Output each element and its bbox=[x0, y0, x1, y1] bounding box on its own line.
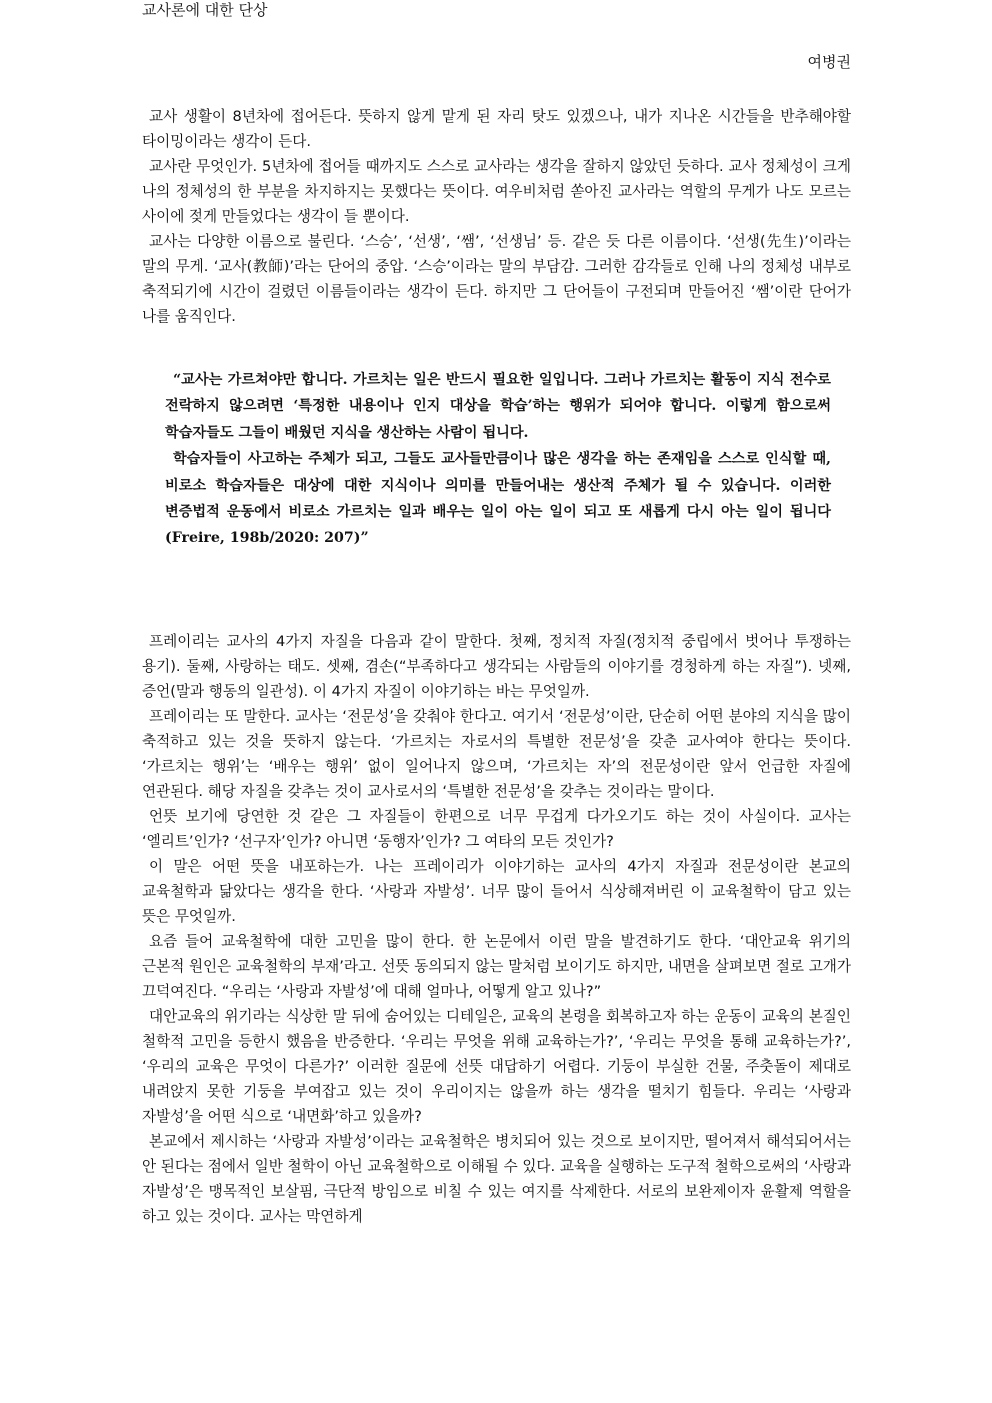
document-title: 교사론에 대한 단상 bbox=[142, 1, 268, 19]
paragraph: 교사 생활이 8년차에 접어든다. 뜻하지 않게 맡게 된 자리 탓도 있겠으나, 내가 지나온 시간들을 반추해야할 타이밍이라는 생각이 든다. bbox=[142, 108, 852, 150]
paragraph: 대안교육의 위기라는 식상한 말 뒤에 숨어있는 디테일은, 교육의 본령을 회복하고자 하는 운동이 교육의 본질인 철학적 고민을 등한시 했음을 반증한다. ‘우리는 무엇을 위해 교육하는가?’, ‘우리는 무엇을 통해 교육하는가?’, ‘우리의 교육은 무엇이 다른가?’ 이러한 질문에 선뜻 대답하기 어렵다. 기둥이 부실한 건물, 주춧돌이 제대로 내려앉지 못한 기둥을 부여잡고 있는 것이 우리이지는 않을까 하는 생각을 떨치기 힘들다. 우리는 ‘사랑과 자발성’을 어떤 식으로 ‘내면화’하고 있을까? bbox=[142, 1008, 851, 1125]
quote-paragraph: “교사는 가르쳐야만 합니다. 가르치는 일은 반드시 필요한 일입니다. 그러나 가르치는 활동이 지식 전수로 전락하지 않으려면 ‘특정한 내용이나 인지 대상을 학습’하는 행위가 되어야 합니다. 이렇게 함으로써 학습자들도 그들이 배웠던 지식을 생산하는 사람이 됩니다. bbox=[165, 372, 831, 441]
paragraph: 프레이리는 또 말한다. 교사는 ‘전문성’을 갖춰야 한다고. 여기서 ‘전문성’이란, 단순히 어떤 분야의 지식을 많이 축적하고 있는 것을 뜻하지 않는다. ‘가르치는 자로서의 특별한 전문성’을 갖춘 교사여야 한다는 뜻이다. ‘가르치는 행위’는 ‘배우는 행위’ 없이 일어나지 않으며, ‘가르치는 자’의 전문성이란 앞서 언급한 자질에 연관된다. 해당 자질을 갖추는 것이 교사로서의 ‘특별한 전문성’을 갖추는 것이라는 말이다. bbox=[142, 708, 851, 800]
paragraph: 교사란 무엇인가. 5년차에 접어들 때까지도 스스로 교사라는 생각을 잘하지 않았던 듯하다. 교사 정체성이 크게 나의 정체성의 한 부분을 차지하지는 못했다는 뜻이다. 여우비처럼 쏟아진 교사라는 역할의 무게가 나도 모르는 사이에 젖게 만들었다는 생각이 들 뿐이다. bbox=[142, 158, 851, 225]
paragraph: 본교에서 제시하는 ‘사랑과 자발성’이라는 교육철학은 병치되어 있는 것으로 보이지만, 떨어져서 해석되어서는 안 된다는 점에서 일반 철학이 아닌 교육철학으로 이해될 수 있다. 교육을 실행하는 도구적 철학으로써의 ‘사랑과 자발성’은 맹목적인 보살핌, 극단적 방임으로 비칠 수 있는 여지를 삭제한다. 서로의 보완제이자 윤활제 역할을 하고 있는 것이다. 교사는 막연하게 bbox=[142, 1133, 851, 1225]
main-section bbox=[142, 629, 851, 1229]
paragraph: 교사는 다양한 이름으로 불린다. ‘스승’, ‘선생’, ‘쌤’, ‘선생님’ 등. 같은 듯 다른 이름이다. ‘선생(先生)’이라는 말의 무게. ‘교사(教師)’라는 단어의 중압. ‘스승’이라는 말의 부담감. 그러한 감각들로 인해 나의 정체성 내부로 축적되기에 시간이 걸렸던 이름들이라는 생각이 든다. 하지만 그 단어들이 구전되며 만들어진 ‘쌤’이란 단어가 나를 움직인다. bbox=[142, 233, 851, 325]
quote-paragraph: 학습자들이 사고하는 주체가 되고, 그들도 교사들만큼이나 많은 생각을 하는 존재임을 스스로 인식할 때, 비로소 학습자들은 대상에 대한 지식이나 의미를 만들어내는 생산적 주체가 될 수 있습니다. 이러한 변증법적 운동에서 비로소 가르치는 일과 배우는 일이 아는 일이 되고 또 새롭게 다시 아는 일이 됩니다(Freire, 198b/2020: 207)” bbox=[165, 451, 831, 547]
paragraph: 요즘 들어 교육철학에 대한 고민을 많이 한다. 한 논문에서 이런 말을 발견하기도 한다. ‘대안교육 위기의 근본적 원인은 교육철학의 부재’라고. 선뜻 동의되지 않는 말처럼 보이기도 하지만, 내면을 살펴보면 절로 고개가 끄덕여진다. “우리는 ‘사랑과 자발성’에 대해 얼마나, 어떻게 알고 있나?” bbox=[142, 933, 851, 1000]
paragraph: 프레이리는 교사의 4가지 자질을 다음과 같이 말한다. 첫째, 정치적 자질(정치적 중립에서 벗어나 투쟁하는 용기). 둘째, 사랑하는 태도. 셋째, 겸손(“부족하다고 생각되는 사람들의 이야기를 경청하게 하는 자질”). 넷째, 증언(말과 행동의 일관성). 이 4가지 자질이 이야기하는 바는 무엇일까. bbox=[142, 633, 851, 700]
paragraph: 이 말은 어떤 뜻을 내포하는가. 나는 프레이리가 이야기하는 교사의 4가지 자질과 전문성이란 본교의 교육철학과 닮았다는 생각을 한다. ‘사랑과 자발성’. 너무 많이 들어서 식상해져버린 이 교육철학이 담고 있는 뜻은 무엇일까. bbox=[142, 858, 851, 925]
paragraph: 언뜻 보기에 당연한 것 같은 그 자질들이 한편으로 너무 무겁게 다가오기도 하는 것이 사실이다. 교사는 ‘엘리트’인가? ‘선구자’인가? 아니면 ‘동행자’인가? 그 여타의 모든 것인가? bbox=[142, 808, 851, 850]
intro-section bbox=[142, 104, 851, 329]
author-name: 여병권 bbox=[807, 53, 851, 71]
block-quote bbox=[165, 367, 831, 552]
